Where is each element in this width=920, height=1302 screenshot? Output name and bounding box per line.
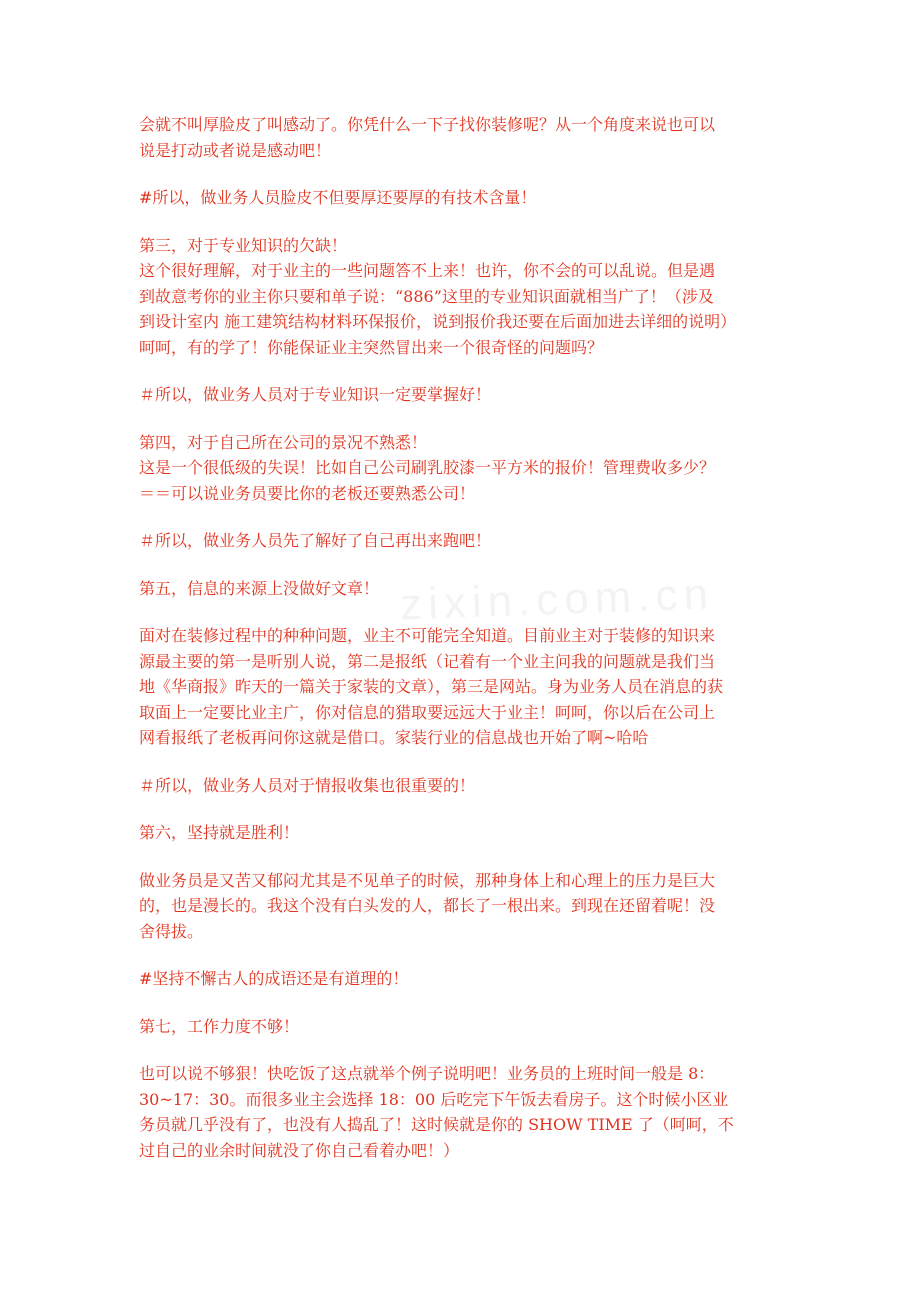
text-line: #所以，做业务人员脸皮不但要厚还要厚的有技术含量！ — [139, 188, 537, 207]
paragraph — [139, 1061, 789, 1163]
paragraph — [139, 112, 789, 163]
text-line: 也可以说不够狠！快吃饭了这点就举个例子说明吧！业务员的上班时间一般是 8： — [139, 1064, 715, 1083]
text-line: 务员就几乎没有了，也没有人捣乱了！这时候就是你的 SHOW TIME 了（呵呵，不 — [139, 1115, 734, 1134]
text-line: 第四，对于自己所在公司的景况不熟悉！ — [139, 432, 428, 452]
paragraph — [139, 528, 789, 554]
text-line: 呵呵，有的学了！你能保证业主突然冒出来一个很奇怪的问题吗？ — [139, 337, 604, 357]
text-line: ＃所以，做业务人员对于情报收集也很重要的！ — [139, 775, 476, 795]
text-line: 说是打动或者说是感动吧！ — [139, 140, 332, 160]
text-line: 第五，信息的来源上没做好文章！ — [139, 578, 380, 598]
text-line: 第七，工作力度不够！ — [139, 1016, 300, 1036]
text-line: #坚持不懈古人的成语还是有道理的！ — [139, 969, 409, 988]
text-line: 面对在装修过程中的种种问题，业主不可能完全知道。目前业主对于装修的知识来 — [139, 626, 716, 645]
text-line: ＝＝可以说业务员要比你的老板还要熟悉公司！ — [139, 483, 476, 503]
text-line: 做业务员是又苦又郁闷尤其是不见单子的时候，那种身体上和心理上的压力是巨大 — [139, 870, 716, 890]
text-line: 第六，坚持就是胜利！ — [139, 823, 300, 842]
text-line: ＃所以，做业务人员对于专业知识一定要掌握好！ — [139, 385, 492, 404]
text-line: ＃所以，做业务人员先了解好了自己再出来跑吧！ — [139, 531, 492, 550]
paragraph — [139, 233, 789, 361]
text-line: 舍得拔。 — [139, 921, 204, 941]
document-body — [139, 112, 789, 1185]
text-line: 地《华商报》昨天的一篇关于家装的文章），第三是网站。身为业务人员在消息的获 — [139, 677, 724, 696]
paragraph — [139, 382, 789, 408]
text-line: 取面上一定要比业主广，你对信息的猎取要远远大于业主！呵呵，你以后在公司上 — [139, 702, 716, 722]
watermark: zixin.com.cn — [399, 569, 715, 630]
paragraph — [139, 820, 789, 846]
text-line: 会就不叫厚脸皮了叫感动了。你凭什么一下子找你装修呢？从一个角度来说也可以 — [139, 115, 716, 134]
paragraph — [139, 773, 789, 799]
text-line: 源最主要的第一是听别人说，第二是报纸（记着有一个业主问我的问题就是我们当 — [139, 651, 716, 671]
text-line: 30~17：30。而很多业主会选择 18：00 后吃完下午饭去看房子。这个时候小区业 — [139, 1089, 729, 1109]
paragraph — [139, 430, 789, 507]
text-line: 网看报纸了老板再问你这就是借口。家装行业的信息战也开始了啊~哈哈 — [139, 728, 649, 747]
text-line: 到故意考你的业主你只要和单子说：“886”这里的专业知识面就相当广了！（涉及 — [139, 286, 714, 306]
paragraph — [139, 868, 789, 945]
paragraph — [139, 966, 789, 992]
text-line: 这是一个很低级的失误！比如自己公司刷乳胶漆一平方米的报价！管理费收多少？ — [139, 458, 716, 477]
paragraph — [139, 185, 789, 211]
text-line: 这个很好理解，对于业主的一些问题答不上来！也许，你不会的可以乱说。但是遇 — [139, 261, 716, 280]
paragraph — [139, 1014, 789, 1040]
paragraph — [139, 623, 789, 751]
paragraph — [139, 576, 789, 602]
text-line: 第三，对于专业知识的欠缺！ — [139, 235, 348, 255]
text-line: 到设计室内 施工建筑结构材料环保报价，说到报价我还要在后面加进去详细的说明） — [139, 312, 737, 331]
text-line: 过自己的业余时间就没了你自己看着办吧！） — [139, 1140, 460, 1160]
text-line: 的，也是漫长的。我这个没有白头发的人，都长了一根出来。到现在还留着呢！没 — [139, 896, 716, 915]
